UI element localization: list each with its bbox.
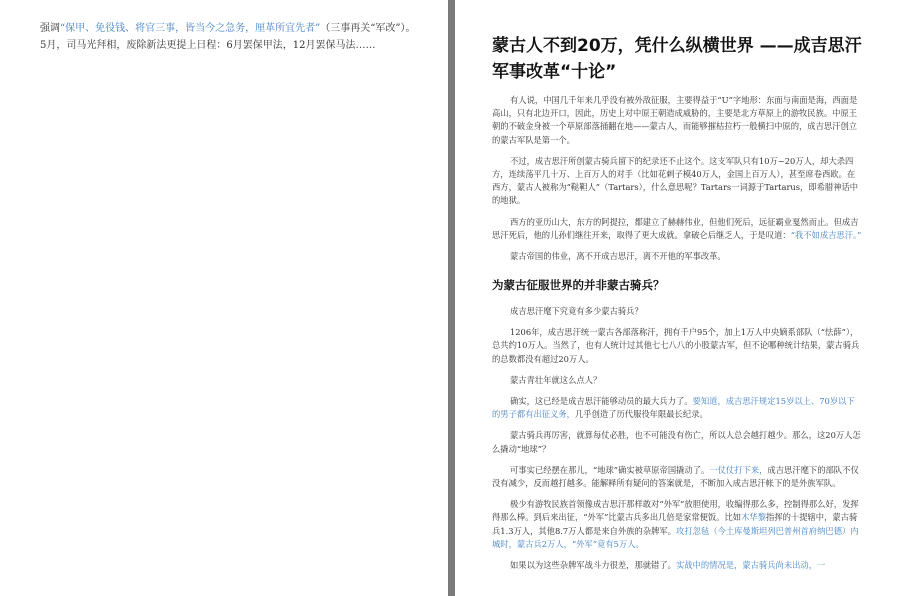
article-body-part2 [492,305,862,572]
page-divider [448,0,455,596]
highlighted-text: 实战中的情况是，蒙古骑兵尚未出动，一 [675,560,826,571]
text-span: （三事再关“军改”）。5月，司马光拜相，废除新法更提上日程：6月罢保甲法，12月罢保马法…… [40,23,416,51]
text-span: 如果以为这些杂牌军战斗力很差，那就错了。 [510,560,676,571]
text-span: 极少有游牧民族首领像成吉思汗那样敢对“外军”放胆使用，收编得那么多，控制得那么好，发挥得那么棒。到后来出征，“外军”比蒙古兵多出几倍是家常便饭。比如 [492,499,859,523]
paragraph-4: 蒙古帝国的伟业，离不开成吉思汗，离不开他的军事改革。 [510,251,726,262]
highlighted-text: 攻打忽毡（今土库曼斯坦列巴普州首府纳巴德）内城时，蒙古兵2万人，“外军”竟有5万人。 [492,525,859,549]
article-body-part1 [492,94,862,263]
article-title: 蒙古人不到20万，凭什么纵横世界 ——成吉思汗军事改革“十论” [492,36,862,82]
paragraph-1: 有人说，中国几千年来几乎没有被外敌征服，主要得益于“U”字地形：东面与南面是海，西面是高山，只有北边开口，因此，历史上对中原王朝造成威胁的，主要是北方草原上的游牧民族。中原王朝的不破金身被一个草原部落捅翻在地——蒙古人，而能够摧枯拉朽一般横扫中原的，成吉思汗创立的蒙古军队是第一个。 [492,95,858,145]
highlighted-text: 一仗仗打下来， [709,464,768,475]
highlighted-quote: “我不如成吉思汗。” [790,229,862,240]
highlighted-text: 木华黎 [741,512,767,523]
left-page [0,0,448,596]
text-span: 可事实已经摆在那儿，“地球”确实被草原帝国撬动了。 [510,464,710,475]
paragraph-11 [492,498,862,551]
text-span: 成吉思汗麾下的部队不仅没有减少，反而越打越多。能解释所有疑问的答案就是，不断加入成吉思汗帐下的是外族军队。 [492,464,859,489]
section-heading: 为蒙古征服世界的并非蒙古骑兵？ [492,278,665,292]
text-span: 指挥的十提辖中，蒙古骑兵1.3万人，其他8.7万人都是来自外族的杂牌军。 [492,512,858,536]
highlighted-quote: “保甲、免役钱、将官三事，皆当今之急务，厘革所宜先者” [60,23,321,34]
left-page-paragraph [40,20,418,54]
paragraph-12 [492,559,862,572]
paragraph-5: 成吉思汗麾下究竟有多少蒙古骑兵？ [510,306,643,316]
paragraph-2: 不过，成吉思汗所创蒙古骑兵留下的纪录还不止这个。这支军队只有10万~20万人，却大杀四方，连续荡平几十万、上百万人的对手（比如花剌子模40万人，金国上百万人），甚至席卷西欧。在西方，蒙古人被称为“鞑靼人”（Tartars），什么意思呢？Tartars一词源于Tartarus，即希腊神话中的地狱。 [492,155,859,206]
text-span: 强调 [40,23,60,34]
text-span: 几乎创造了历代服役年限最长纪录。 [574,409,708,420]
right-page [455,0,900,596]
paragraph-6: 1206年，成吉思汗统一蒙古各部落称汗，拥有千户95个，加上1万人中央嫡系部队（“怯薛”），总共约10万人。当然了，也有人统计过其他七七八八的小股蒙古军，但不论哪种统计结果，蒙古骑兵的总数都没有超过20万人。 [492,327,860,364]
paragraph-10 [492,464,862,490]
highlighted-text: 要知道，成吉思汗规定15岁以上、70岁以下的男子都有出征义务， [492,396,855,420]
paragraph-8 [492,395,862,421]
paragraph-7: 蒙古青壮年就这么点人？ [510,374,602,385]
text-span: 西方的亚历山大，东方的阿提拉，都建立了赫赫伟业，但他们死后，远征霸业戛然而止。但成吉思汗死后，他的儿孙们继往开来，取得了更大成就。拿破仑后继乏人，于是叹道： [492,216,859,240]
paragraph-3 [492,216,862,242]
text-span: 确实，这已经是成吉思汗能够动员的最大兵力了。 [510,396,693,407]
paragraph-9: 蒙古骑兵再厉害，就算每仗必胜，也不可能没有伤亡，所以人总会越打越少。那么，这20万人怎么撬动“地球”？ [492,430,861,454]
